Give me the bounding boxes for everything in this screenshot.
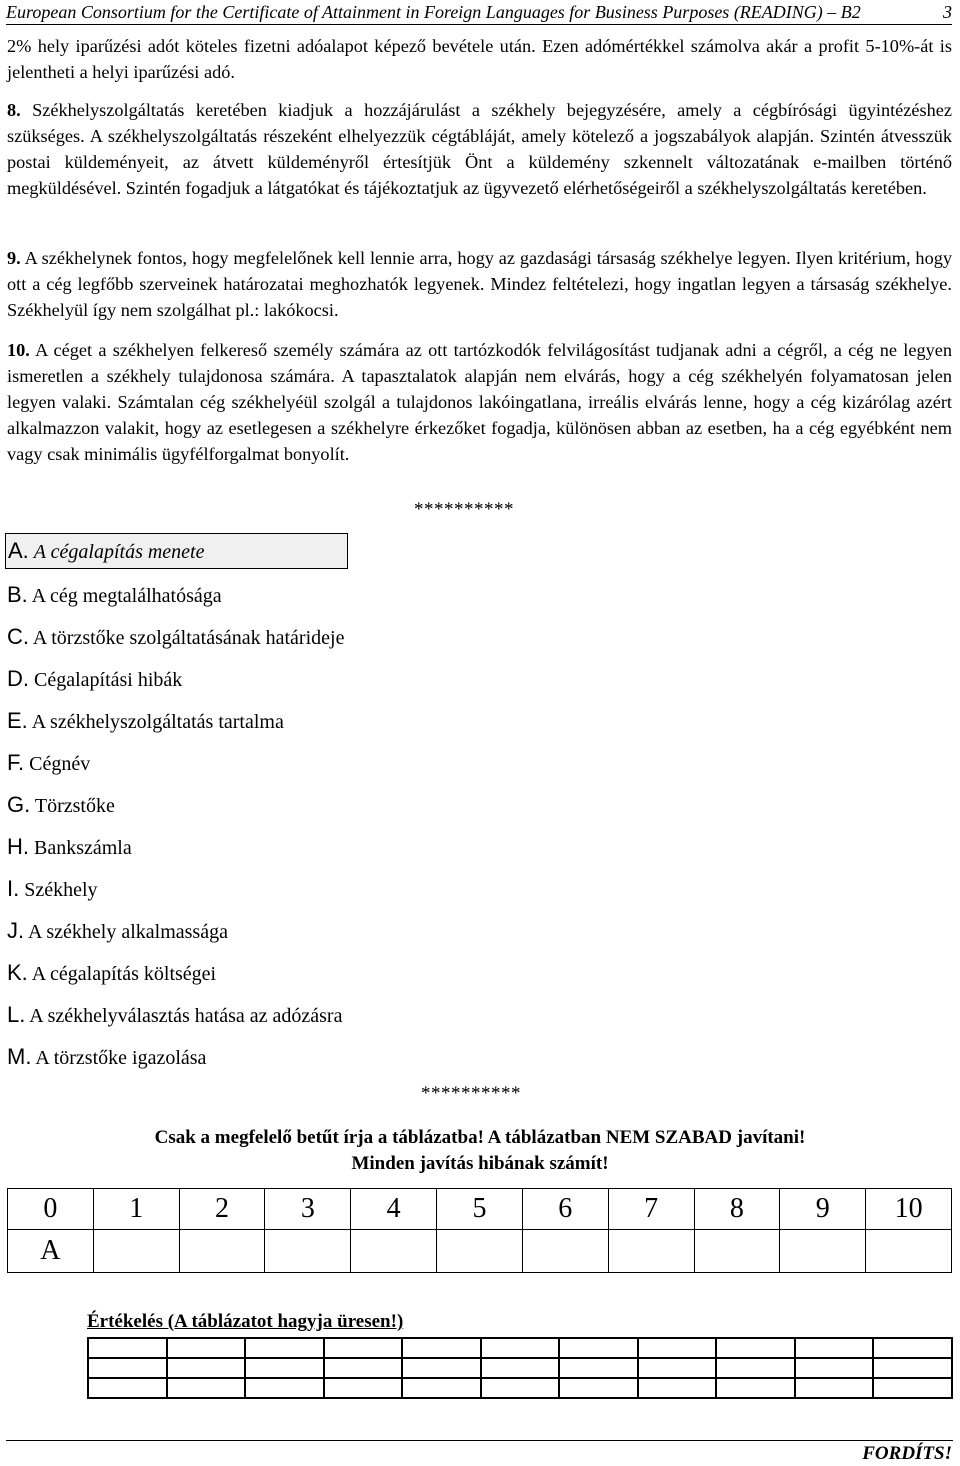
paragraph-9: [7, 245, 952, 323]
evaluation-cell: [795, 1378, 874, 1398]
separator-stars: **********: [421, 1083, 521, 1104]
answer-cell[interactable]: [780, 1230, 866, 1273]
option-text: A törzstőke szolgáltatásának határideje: [32, 627, 345, 649]
evaluation-cell: [245, 1378, 324, 1398]
option-item: [7, 998, 342, 1032]
question-number-cell: 1: [93, 1189, 179, 1230]
option-text: Bankszámla: [34, 837, 132, 859]
evaluation-cell: [716, 1358, 795, 1378]
option-item: [7, 746, 90, 780]
option-letter: A.: [8, 538, 29, 563]
option-text: A cég megtalálhatósága: [31, 585, 222, 607]
option-letter: F.: [7, 750, 25, 775]
evaluation-cell: [402, 1358, 481, 1378]
instruction-line: Csak a megfelelő betűt írja a táblázatba! A táblázatban NEM SZABAD javítani!: [154, 1127, 806, 1148]
option-text: Cégalapítási hibák: [34, 669, 183, 691]
option-letter: K.: [7, 960, 28, 985]
option-item: [7, 788, 115, 822]
option-text: A székhelyválasztás hatása az adózásra: [29, 1005, 343, 1027]
answer-cell-example: A: [8, 1230, 94, 1273]
answer-cell[interactable]: [265, 1230, 351, 1273]
option-letter: C.: [7, 624, 29, 649]
evaluation-cell: [481, 1338, 560, 1358]
evaluation-cell: [559, 1378, 638, 1398]
option-item: [7, 872, 98, 906]
option-item: [7, 956, 216, 990]
option-text: A cégalapítás menete: [33, 541, 205, 563]
option-item: [7, 662, 182, 696]
option-letter: J.: [7, 918, 25, 943]
evaluation-cell: [324, 1338, 403, 1358]
option-item: [7, 1040, 206, 1074]
paragraph-text: A székhelynek fontos, hogy megfelelőnek kell lennie arra, hogy az gazdasági társaság székhelye legyen. Ilyen kritérium, hogy ott a cég legfőbb szerveinek határozatai meghozhatók legyenek. Mindez feltételezi, hogy ingatlan legyen a társaság székhelye. Székhelyül így nem szolgálhat pl.: lakókocsi.: [7, 248, 952, 320]
question-number-cell: 7: [608, 1189, 694, 1230]
question-number-cell: 5: [437, 1189, 523, 1230]
option-text: Székhely: [24, 879, 98, 901]
evaluation-cell: [638, 1358, 717, 1378]
option-letter: I.: [7, 876, 20, 901]
option-text: A székhely alkalmassága: [28, 921, 228, 943]
question-number-cell: 6: [522, 1189, 608, 1230]
option-text: A törzstőke igazolása: [35, 1047, 207, 1069]
answer-cell[interactable]: [608, 1230, 694, 1273]
evaluation-cell: [559, 1338, 638, 1358]
answer-table-answer-row: [8, 1230, 952, 1273]
evaluation-cell: [795, 1338, 874, 1358]
answer-table: [7, 1188, 952, 1273]
paragraph-number: 9.: [7, 248, 21, 268]
evaluation-cell: [324, 1358, 403, 1378]
answer-cell[interactable]: [866, 1230, 952, 1273]
option-letter: M.: [7, 1044, 32, 1069]
evaluation-cell: [873, 1358, 952, 1378]
evaluation-cell: [167, 1378, 246, 1398]
separator-stars: **********: [414, 499, 514, 520]
paragraph-8: [7, 97, 952, 201]
evaluation-cell: [559, 1358, 638, 1378]
evaluation-cell: [716, 1378, 795, 1398]
option-letter: G.: [7, 792, 31, 817]
header-title: European Consortium for the Certificate of Attainment in Foreign Languages for Business Purposes (READING) – B2: [6, 2, 861, 22]
answer-table-number-row: [8, 1189, 952, 1230]
paragraph-10: [7, 337, 952, 467]
evaluation-table: [87, 1337, 953, 1399]
question-number-cell: 4: [351, 1189, 437, 1230]
option-text: Cégnév: [29, 753, 91, 775]
answer-cell[interactable]: [437, 1230, 523, 1273]
option-letter: L.: [7, 1002, 26, 1027]
option-letter: E.: [7, 708, 28, 733]
evaluation-row: [88, 1378, 952, 1398]
paragraph-text: A céget a székhelyen felkereső személy számára az ott tartózkodók felvilágosítást tudjanak adni a cégről, a cég ne legyen ismeretlen a székhely tulajdonosa számára. A tapasztalatok alapján nem elvárás, hogy a cég székhelyén folyamatosan jelen legyen valaki. Számtalan cég székhelyéül szolgál a tulajdonos lakóingatlana, irreális elvárás lenne, hogy a cég kizárólag azért alkalmazzon valakit, hogy az esetlegesen a székhelyre érkezőket fogadja, különösen abban az esetben, ha a cég egyébként nem vagy csak minimális ügyfélforgalmat bonyolít.: [7, 340, 952, 464]
option-text: A cégalapítás költségei: [31, 963, 217, 985]
evaluation-cell: [167, 1338, 246, 1358]
footer-divider: [6, 1440, 953, 1441]
option-item: [7, 830, 132, 864]
evaluation-cell: [88, 1378, 167, 1398]
answer-cell[interactable]: [694, 1230, 780, 1273]
evaluation-cell: [481, 1378, 560, 1398]
question-number-cell: 2: [179, 1189, 265, 1230]
answer-cell[interactable]: [179, 1230, 265, 1273]
option-item: [7, 704, 284, 738]
option-text: A székhelyszolgáltatás tartalma: [31, 711, 284, 733]
instruction-line: Minden javítás hibának számít!: [351, 1153, 609, 1174]
evaluation-cell: [245, 1338, 324, 1358]
answer-cell[interactable]: [351, 1230, 437, 1273]
evaluation-cell: [716, 1338, 795, 1358]
option-item: [7, 620, 344, 654]
option-item: [7, 578, 222, 612]
evaluation-cell: [873, 1338, 952, 1358]
evaluation-cell: [873, 1378, 952, 1398]
option-text: Törzstőke: [34, 795, 115, 817]
option-example: [5, 533, 348, 569]
page-number: 3: [943, 2, 952, 22]
evaluation-cell: [638, 1378, 717, 1398]
paragraph-continuation: [7, 33, 952, 85]
evaluation-cell: [481, 1358, 560, 1378]
turn-over-note: FORDÍTS!: [862, 1443, 952, 1464]
paragraph-text: 2% hely iparűzési adót köteles fizetni adóalapot képező bevétele után. Ezen adómértékkel számolva akár a profit 5-10%-át is jelentheti a helyi iparűzési adó.: [7, 36, 952, 82]
evaluation-cell: [245, 1358, 324, 1378]
question-number-cell: 9: [780, 1189, 866, 1230]
evaluation-cell: [795, 1358, 874, 1378]
evaluation-title: Értékelés (A táblázatot hagyja üresen!): [87, 1311, 404, 1332]
evaluation-cell: [88, 1338, 167, 1358]
evaluation-cell: [638, 1338, 717, 1358]
paragraph-number: 8.: [7, 100, 21, 120]
option-letter: H.: [7, 834, 29, 859]
question-number-cell: 8: [694, 1189, 780, 1230]
question-number-cell: 0: [8, 1189, 94, 1230]
option-item: [7, 914, 228, 948]
evaluation-cell: [402, 1338, 481, 1358]
option-letter: B.: [7, 582, 28, 607]
page-header: [6, 0, 952, 25]
question-number-cell: 10: [866, 1189, 952, 1230]
evaluation-row: [88, 1358, 952, 1378]
evaluation-cell: [402, 1378, 481, 1398]
evaluation-cell: [167, 1358, 246, 1378]
evaluation-row: [88, 1338, 952, 1358]
question-number-cell: 3: [265, 1189, 351, 1230]
evaluation-cell: [88, 1358, 167, 1378]
answer-cell[interactable]: [93, 1230, 179, 1273]
paragraph-number: 10.: [7, 340, 30, 360]
answer-cell[interactable]: [522, 1230, 608, 1273]
paragraph-text: Székhelyszolgáltatás keretében kiadjuk a hozzájárulást a székhely bejegyzésére, amely a cégbírósági ügyintézéshez szükséges. A székhelyszolgáltatás részeként elhelyezzük cégtábláját, amely kötelező a jogszabályok alapján. Szintén átvesszük postai küldeményeit, az átvett küldeményről értesítjük Önt a küldemény szkennelt változatának e-mailben történő megküldésével. Szintén fogadjuk a látgatókat és tájékoztatjuk az ügyvezető elérhetőségeiről a székhelyszolgáltatás keretében.: [7, 100, 952, 198]
option-letter: D.: [7, 666, 29, 691]
evaluation-cell: [324, 1378, 403, 1398]
